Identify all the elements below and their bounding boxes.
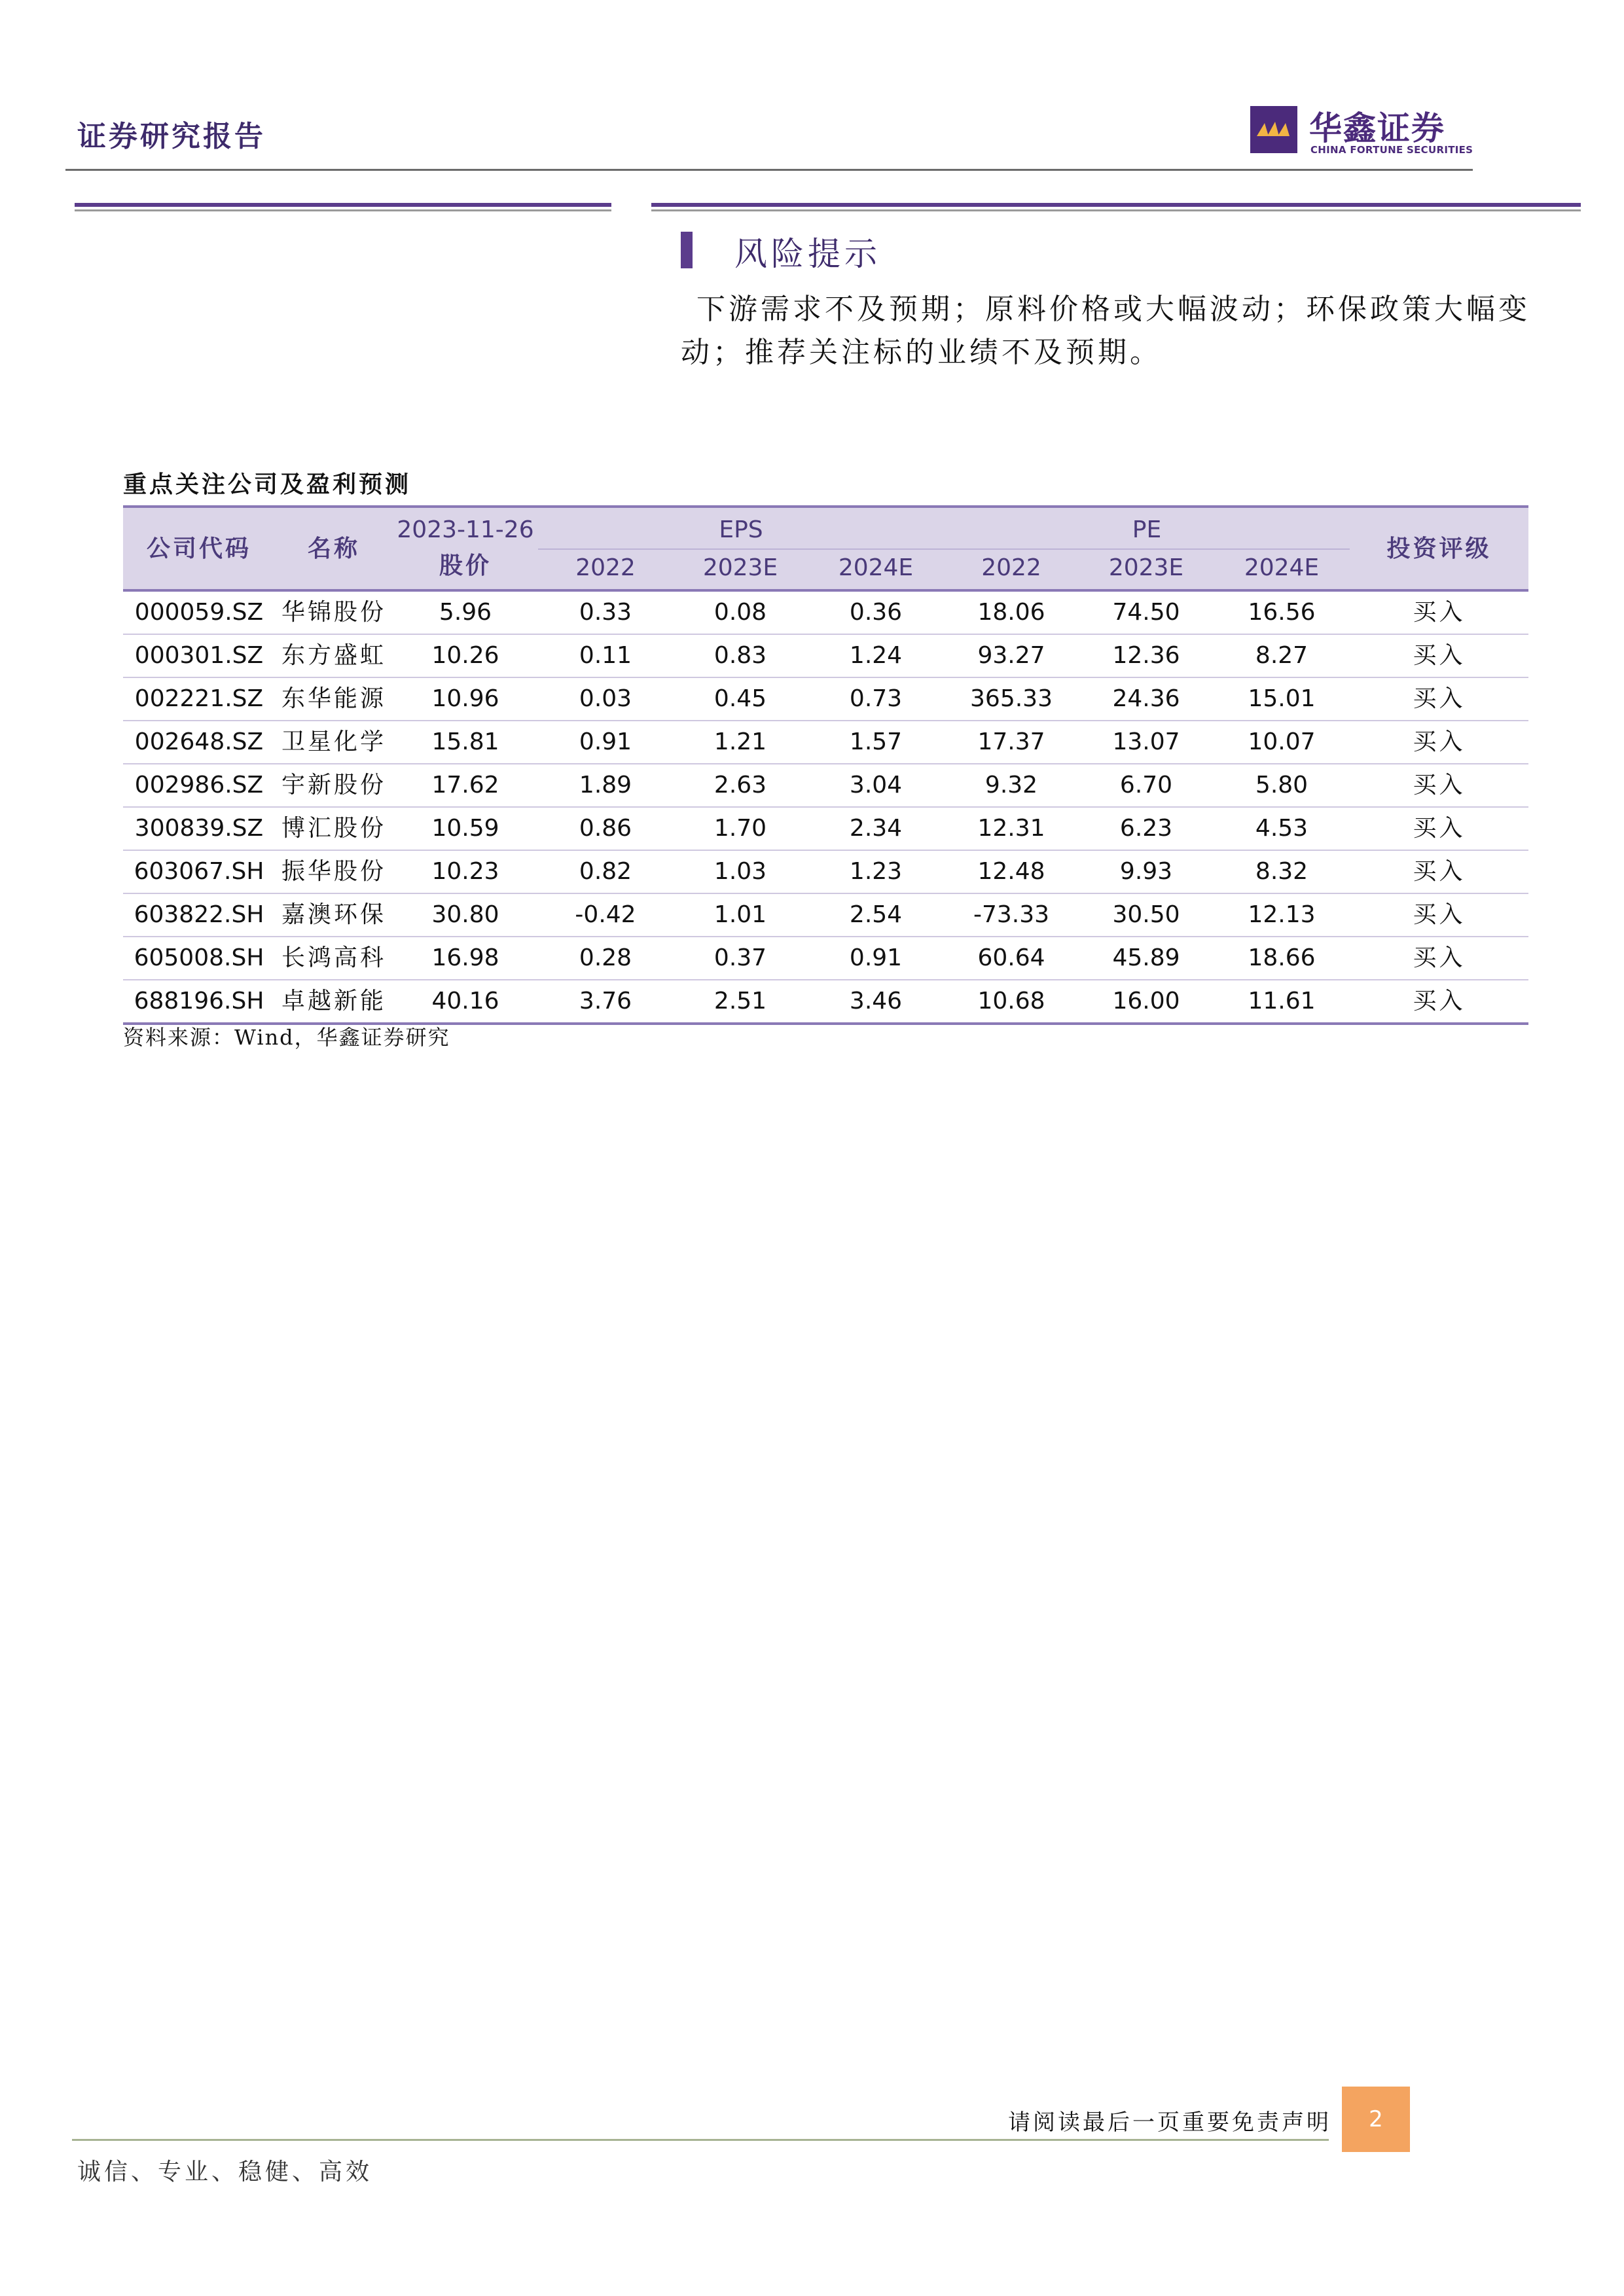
cell-eps-2022: 0.82 — [579, 858, 632, 885]
cell-code: 000059.SZ — [134, 599, 264, 626]
cell-eps-2024e: 3.46 — [849, 988, 903, 1014]
cell-eps-2024e: 1.57 — [849, 728, 903, 755]
cell-eps-2022: 0.33 — [579, 599, 632, 626]
cell-pe-2023e: 30.50 — [1112, 901, 1180, 928]
header-pe: PE — [1132, 516, 1162, 543]
cell-pe-2023e: 13.07 — [1112, 728, 1180, 755]
cell-pe-2022: 10.68 — [977, 988, 1045, 1014]
cell-name: 华锦股份 — [281, 599, 386, 626]
cell-eps-2023e: 0.08 — [713, 599, 767, 626]
cell-pe-2023e: 45.89 — [1112, 944, 1180, 971]
cell-pe-2024e: 15.01 — [1248, 685, 1316, 712]
header-name: 名称 — [307, 535, 360, 562]
cell-eps-2022: 0.28 — [579, 944, 632, 971]
disclaimer-note: 请阅读最后一页重要免责声明 — [1008, 2109, 1331, 2136]
cell-eps-2023e: 0.45 — [713, 685, 767, 712]
cell-pe-2022: 93.27 — [977, 642, 1045, 669]
cell-rating: 买入 — [1413, 685, 1466, 712]
cell-rating: 买入 — [1413, 858, 1466, 885]
table-row — [123, 635, 1528, 678]
cell-rating: 买入 — [1413, 642, 1466, 669]
section-marker — [681, 232, 693, 268]
cell-pe-2022: 12.31 — [977, 815, 1045, 842]
cell-rating: 买入 — [1413, 901, 1466, 928]
cell-eps-2023e: 0.83 — [713, 642, 767, 669]
cell-rating: 买入 — [1413, 728, 1466, 755]
risk-text-body: 下游需求不及预期；原料价格或大幅波动；环保政策大幅变动；推荐关注标的业绩不及预期。 — [681, 293, 1530, 369]
header-eps-2024e: 2024E — [838, 554, 914, 581]
header-code: 公司代码 — [146, 535, 251, 562]
cell-code: 000301.SZ — [134, 642, 264, 669]
cell-price: 30.80 — [431, 901, 499, 928]
risk-heading: 风险提示 — [734, 235, 881, 273]
table-row — [123, 592, 1528, 635]
cell-name: 东方盛虹 — [281, 642, 386, 669]
header-eps-2022: 2022 — [575, 554, 636, 581]
cell-eps-2022: 1.89 — [579, 772, 632, 798]
right-column-rule-thin — [651, 209, 1581, 211]
cell-eps-2024e: 2.34 — [849, 815, 903, 842]
right-column-rule — [651, 203, 1581, 207]
report-type-label: 证券研究报告 — [77, 120, 266, 153]
header-pe-2022: 2022 — [981, 554, 1041, 581]
cell-pe-2024e: 12.13 — [1248, 901, 1316, 928]
left-column-rule — [75, 203, 611, 207]
cell-pe-2023e: 9.93 — [1119, 858, 1173, 885]
cell-pe-2023e: 74.50 — [1112, 599, 1180, 626]
cell-rating: 买入 — [1413, 772, 1466, 798]
cell-pe-2024e: 11.61 — [1248, 988, 1316, 1014]
table-row — [123, 937, 1528, 980]
cell-rating: 买入 — [1413, 815, 1466, 842]
cell-eps-2024e: 0.73 — [849, 685, 903, 712]
cell-price: 10.23 — [431, 858, 499, 885]
table-header — [123, 505, 1528, 592]
cell-name: 长鸿高科 — [281, 944, 386, 971]
cell-pe-2023e: 6.70 — [1119, 772, 1173, 798]
cell-eps-2022: 0.11 — [579, 642, 632, 669]
cell-name: 卫星化学 — [281, 728, 386, 755]
cell-price: 16.98 — [431, 944, 499, 971]
cell-eps-2024e: 2.54 — [849, 901, 903, 928]
cell-eps-2023e: 1.03 — [713, 858, 767, 885]
cell-name: 卓越新能 — [281, 988, 386, 1014]
footer-divider — [72, 2139, 1329, 2141]
header-date: 2023-11-26 — [397, 516, 534, 543]
cell-price: 40.16 — [431, 988, 499, 1014]
cell-pe-2024e: 8.27 — [1255, 642, 1308, 669]
brand-logo — [1250, 103, 1473, 160]
cell-rating: 买入 — [1413, 599, 1466, 626]
cell-eps-2023e: 1.70 — [713, 815, 767, 842]
table-source: 资料来源：Wind，华鑫证券研究 — [123, 1025, 450, 1050]
cell-eps-2023e: 2.51 — [713, 988, 767, 1014]
cell-name: 博汇股份 — [281, 815, 386, 842]
cell-price: 15.81 — [431, 728, 499, 755]
cell-pe-2022: 18.06 — [977, 599, 1045, 626]
table-row — [123, 894, 1528, 937]
brand-name-cn: 华鑫证券 — [1309, 109, 1445, 147]
cell-eps-2022: -0.42 — [575, 901, 636, 928]
header-price: 股价 — [439, 552, 492, 579]
brand-name-en: CHINA FORTUNE SECURITIES — [1310, 144, 1473, 156]
cell-code: 002221.SZ — [134, 685, 264, 712]
footer-motto: 诚信、专业、稳健、高效 — [77, 2159, 373, 2185]
page-number: 2 — [1342, 2087, 1410, 2152]
cell-pe-2024e: 18.66 — [1248, 944, 1316, 971]
cell-pe-2024e: 10.07 — [1248, 728, 1316, 755]
cell-pe-2024e: 8.32 — [1255, 858, 1308, 885]
table-row — [123, 764, 1528, 808]
cell-eps-2023e: 1.01 — [713, 901, 767, 928]
cell-eps-2022: 0.91 — [579, 728, 632, 755]
cell-rating: 买入 — [1413, 988, 1466, 1014]
header-pe-2023e: 2023E — [1108, 554, 1184, 581]
cell-pe-2022: 9.32 — [984, 772, 1038, 798]
cell-pe-2024e: 16.56 — [1248, 599, 1316, 626]
cell-name: 振华股份 — [281, 858, 386, 885]
cell-code: 002648.SZ — [134, 728, 264, 755]
forecast-table — [123, 505, 1528, 1025]
cell-eps-2022: 0.86 — [579, 815, 632, 842]
table-body — [123, 592, 1528, 1025]
cell-code: 688196.SH — [134, 988, 264, 1014]
cell-name: 宇新股份 — [281, 772, 386, 798]
cell-price: 5.96 — [439, 599, 492, 626]
cell-pe-2022: 17.37 — [977, 728, 1045, 755]
header-divider — [65, 169, 1473, 171]
cell-eps-2022: 3.76 — [579, 988, 632, 1014]
cell-eps-2023e: 0.37 — [713, 944, 767, 971]
cell-price: 10.59 — [431, 815, 499, 842]
cell-code: 605008.SH — [134, 944, 264, 971]
table-row — [123, 678, 1528, 721]
cell-pe-2023e: 24.36 — [1112, 685, 1180, 712]
header-rating: 投资评级 — [1386, 535, 1492, 562]
cell-pe-2022: 60.64 — [977, 944, 1045, 971]
table-row — [123, 808, 1528, 851]
table-row — [123, 980, 1528, 1025]
cell-eps-2024e: 0.36 — [849, 599, 903, 626]
cell-pe-2023e: 6.23 — [1119, 815, 1173, 842]
header-eps: EPS — [719, 516, 763, 543]
cell-pe-2023e: 16.00 — [1112, 988, 1180, 1014]
cell-eps-2024e: 1.23 — [849, 858, 903, 885]
cell-pe-2022: 12.48 — [977, 858, 1045, 885]
cell-price: 10.96 — [431, 685, 499, 712]
left-column-rule-thin — [75, 209, 611, 211]
cell-name: 东华能源 — [281, 685, 386, 712]
header-pe-2024e: 2024E — [1244, 554, 1320, 581]
cell-pe-2022: 365.33 — [970, 685, 1053, 712]
cell-code: 002986.SZ — [134, 772, 264, 798]
cell-pe-2022: -73.33 — [973, 901, 1050, 928]
cell-eps-2024e: 1.24 — [849, 642, 903, 669]
cell-price: 17.62 — [431, 772, 499, 798]
cell-code: 603067.SH — [134, 858, 264, 885]
table-row — [123, 721, 1528, 764]
cell-price: 10.26 — [431, 642, 499, 669]
cell-eps-2022: 0.03 — [579, 685, 632, 712]
table-row — [123, 851, 1528, 894]
brand-logo-icon — [1250, 106, 1297, 153]
risk-text — [681, 288, 1564, 374]
cell-pe-2024e: 5.80 — [1255, 772, 1308, 798]
cell-name: 嘉澳环保 — [281, 901, 386, 928]
cell-code: 300839.SZ — [134, 815, 264, 842]
cell-eps-2024e: 3.04 — [849, 772, 903, 798]
cell-pe-2023e: 12.36 — [1112, 642, 1180, 669]
table-caption: 重点关注公司及盈利预测 — [123, 471, 412, 498]
cell-eps-2023e: 1.21 — [713, 728, 767, 755]
cell-code: 603822.SH — [134, 901, 264, 928]
cell-eps-2024e: 0.91 — [849, 944, 903, 971]
cell-eps-2023e: 2.63 — [713, 772, 767, 798]
cell-rating: 买入 — [1413, 944, 1466, 971]
header-eps-2023e: 2023E — [702, 554, 778, 581]
cell-pe-2024e: 4.53 — [1255, 815, 1308, 842]
